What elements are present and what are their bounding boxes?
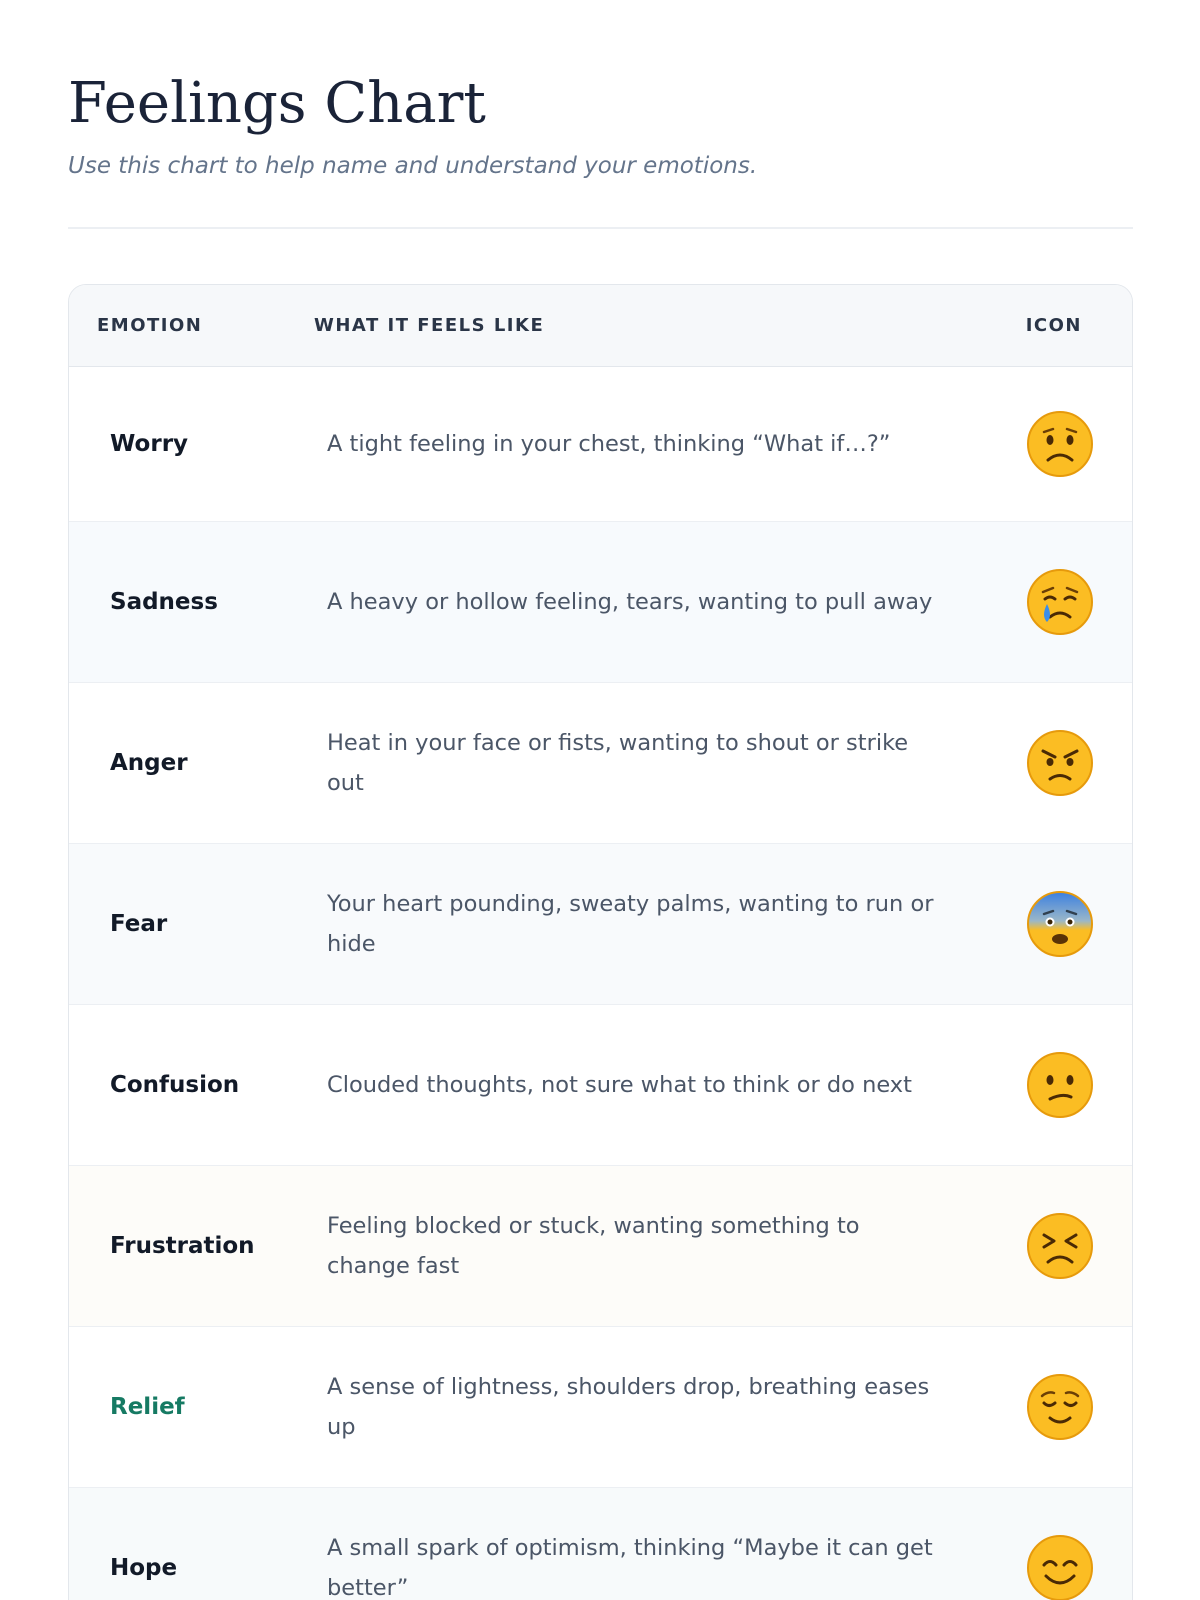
header-emotion: EMOTION bbox=[97, 315, 203, 336]
emotion-name: Hope bbox=[110, 1555, 178, 1581]
emotion-description: Feeling blocked or stuck, wanting something to change fast bbox=[327, 1213, 860, 1279]
emotion-description: A small spark of optimism, thinking “Maybe it can get better” bbox=[327, 1535, 933, 1600]
header-icon: ICON bbox=[1025, 315, 1082, 336]
crying-face-icon bbox=[1026, 568, 1094, 636]
emotion-name: Fear bbox=[110, 911, 168, 937]
relieved-face-icon bbox=[1026, 1373, 1094, 1441]
fearful-face-icon bbox=[1026, 890, 1094, 958]
emotion-name: Anger bbox=[110, 750, 188, 776]
persevering-face-icon bbox=[1026, 1212, 1094, 1280]
smiling-face-icon bbox=[1026, 1534, 1094, 1600]
emotion-name: Sadness bbox=[110, 589, 218, 615]
table-row bbox=[69, 522, 1132, 683]
worried-face-icon bbox=[1026, 410, 1094, 478]
emotion-description: Your heart pounding, sweaty palms, wanting to run or hide bbox=[327, 891, 934, 957]
emotion-description: A tight feeling in your chest, thinking “What if…?” bbox=[327, 431, 891, 457]
angry-face-icon bbox=[1026, 729, 1094, 797]
table-row bbox=[69, 1488, 1132, 1600]
emotion-name: Worry bbox=[110, 431, 189, 457]
table-row bbox=[69, 1166, 1132, 1327]
table-row bbox=[69, 844, 1132, 1005]
table-row bbox=[69, 367, 1132, 522]
table-row bbox=[69, 683, 1132, 844]
page-title: Feelings Chart bbox=[68, 71, 486, 136]
page-subtitle: Use this chart to help name and understand your emotions. bbox=[68, 153, 758, 179]
emotion-description: A sense of lightness, shoulders drop, breathing eases up bbox=[327, 1374, 930, 1440]
emotion-description: Clouded thoughts, not sure what to think or do next bbox=[327, 1072, 912, 1098]
emotion-description: Heat in your face or fists, wanting to shout or strike out bbox=[327, 730, 909, 796]
table-row bbox=[69, 1327, 1132, 1488]
emotion-name: Confusion bbox=[110, 1072, 240, 1098]
emotion-name: Relief bbox=[110, 1394, 185, 1420]
divider bbox=[68, 227, 1133, 229]
table-row bbox=[69, 1005, 1132, 1166]
header-what-it-feels-like: WHAT IT FEELS LIKE bbox=[314, 315, 545, 336]
emotion-description: A heavy or hollow feeling, tears, wanting to pull away bbox=[327, 589, 933, 615]
confused-face-icon bbox=[1026, 1051, 1094, 1119]
table-header bbox=[69, 285, 1132, 367]
emotion-name: Frustration bbox=[110, 1233, 255, 1259]
feelings-table bbox=[68, 284, 1133, 1600]
